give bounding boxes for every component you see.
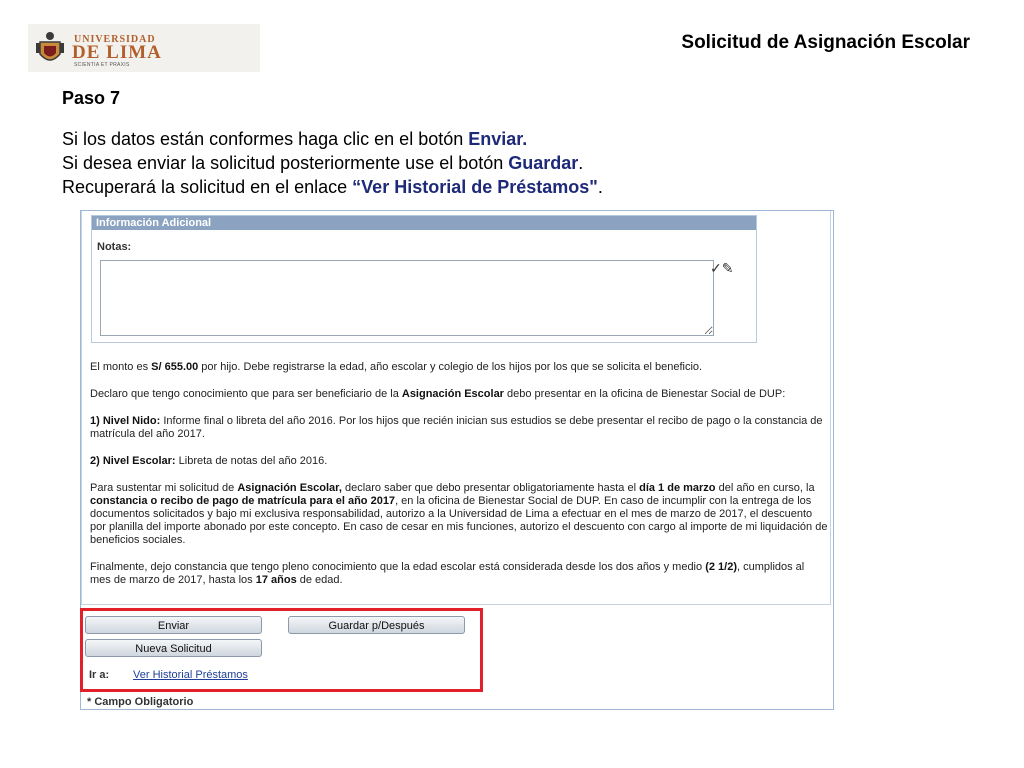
notes-textarea[interactable] [100, 260, 714, 336]
instruction-line-2: Si desea enviar la solicitud posteriormente use el botón Guardar. [62, 153, 584, 173]
university-seal-icon [32, 28, 68, 68]
logo-motto: SCIENTIA ET PRAXIS [74, 62, 130, 68]
instruction-line-1: Si los datos están conformes haga clic en el botón Enviar. [62, 129, 528, 149]
university-logo [28, 24, 260, 72]
new-request-button[interactable]: Nueva Solicitud [85, 639, 262, 657]
keyword-history: “Ver Historial de Préstamos" [352, 177, 598, 197]
amount-paragraph: El monto es S/ 655.00 por hijo. Debe registrarse la edad, año escolar y colegio de los hijos por los que se solicita el beneficio. [90, 361, 703, 373]
spellcheck-icon[interactable]: ✓✎ [710, 260, 734, 276]
nido-paragraph: 1) Nivel Nido: Informe final o libreta del año 2016. Por los hijos que recién inician sus estudios se debe presentar el recibo de pago o la constancia de matrícula del año 2017. [90, 415, 823, 440]
additional-info-section [91, 215, 757, 343]
step-heading: Paso 7 [62, 88, 121, 108]
logo-small-text: UNIVERSIDAD [74, 34, 156, 45]
declaration-paragraph: Declaro que tengo conocimiento que para ser beneficiario de la Asignación Escolar debo presentar en la oficina de Bienestar Social de DUP: [90, 388, 786, 400]
request-form-panel [80, 210, 834, 710]
legal-terms [90, 361, 828, 601]
escolar-paragraph: 2) Nivel Escolar: Libreta de notas del año 2016. [90, 455, 328, 467]
save-later-button[interactable]: Guardar p/Después [288, 616, 465, 634]
slide-title: Solicitud de Asignación Escolar [681, 32, 970, 53]
required-field-note: * Campo Obligatorio [87, 696, 194, 708]
loan-history-link[interactable]: Ver Historial Préstamos [133, 669, 248, 681]
goto-label: Ir a: [89, 669, 110, 681]
notes-label: Notas: [97, 241, 132, 253]
logo-big-text: DE LIMA [72, 42, 162, 63]
keyword-send: Enviar. [468, 129, 528, 149]
instruction-line-3: Recuperará la solicitud en el enlace “Ver Historial de Préstamos". [62, 177, 603, 197]
keyword-save: Guardar [508, 153, 579, 173]
obligation-paragraph: Para sustentar mi solicitud de Asignación Escolar, declaro saber que debo presentar obligatoriamente hasta el día 1 de marzo del año en curso, la constancia o recibo de pago de matrícula para el año 2017, en la oficina de Bienestar Social de DUP. En caso de incumplir con la entrega de los documentos solicitados y bajo mi exclusiva responsabilidad, autorizo a la Universidad de Lima a efectuar en el mes de marzo de 2017, el descuento por planilla del importe abonado por este concepto. En caso de cesar en mis funciones, autorizo el descuento con cargo al importe de mi liquidación de beneficios sociales. [90, 482, 828, 546]
age-paragraph: Finalmente, dejo constancia que tengo pleno conocimiento que la edad escolar está considerada desde los dos años y medio (2 1/2), cumplidos al mes de marzo de 2017, hasta los 17 años de edad. [90, 561, 805, 586]
instructions [62, 127, 603, 199]
send-button[interactable]: Enviar [85, 616, 262, 634]
section-header: Información Adicional [92, 216, 756, 230]
